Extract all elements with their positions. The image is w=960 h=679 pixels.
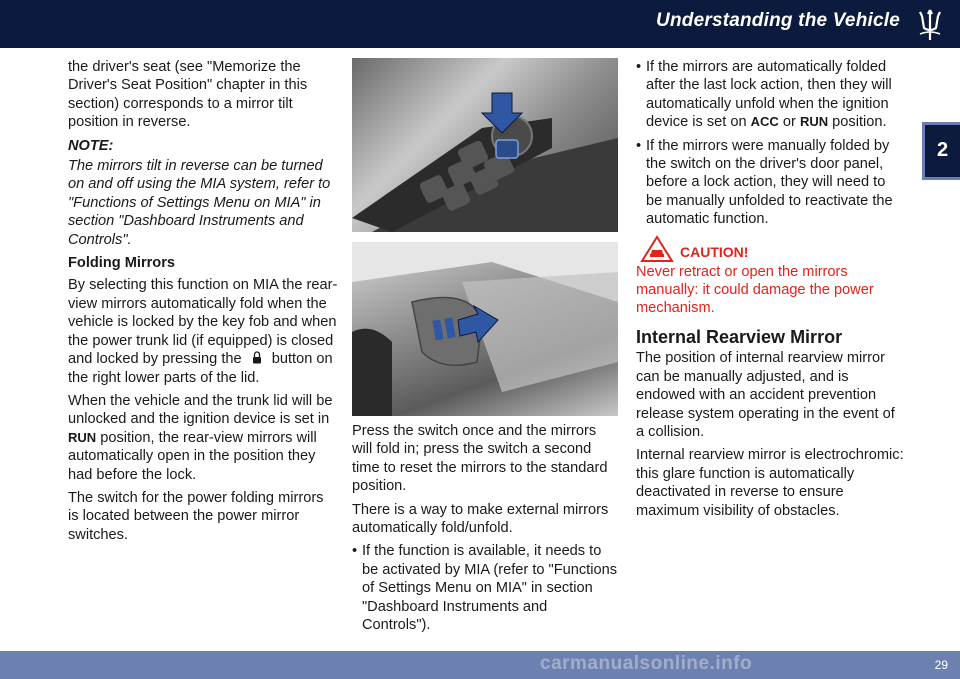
- run-label: RUN: [799, 114, 829, 130]
- run-label: RUN: [68, 429, 97, 445]
- bullet-dot: •: [636, 137, 642, 154]
- caution-text: Never retract or open the mirrors manually: it could damage the power mechanism.: [636, 263, 874, 317]
- bullet-item: [636, 137, 904, 229]
- column-right: [636, 58, 904, 525]
- bullet-item: [636, 58, 904, 132]
- bullet-text: If the mirrors are automatically folded after the last lock action, then they will automatically unfold when the ignition device is set on: [646, 59, 892, 131]
- page-number: 29: [934, 658, 948, 672]
- lock-icon: [252, 351, 262, 364]
- bullet-item: [352, 542, 618, 634]
- bullet-text: If the mirrors were manually folded by the switch on the driver's door panel, before a lock action, they will need to be manually unfolded to reactivate the automatic function.: [646, 137, 893, 228]
- page-header: [0, 0, 960, 48]
- watermark: carmanualsonline.info: [540, 653, 753, 674]
- chapter-tab[interactable]: [922, 122, 960, 180]
- text-run: When the vehicle and the trunk lid will be unlocked and the ignition device is set in: [68, 392, 333, 428]
- paragraph: The position of internal rearview mirror can be manually adjusted, and is endowed with an accident prevention release system operating in the event of a collision.: [636, 350, 895, 440]
- column-left: [68, 58, 338, 549]
- chapter-number: 2: [936, 139, 949, 161]
- chapter-title: Understanding the Vehicle: [656, 10, 900, 31]
- text-run: position, the rear-view mirrors will automatically open in the position they had before the lock.: [68, 429, 317, 483]
- bullet-dot: •: [352, 543, 358, 560]
- section-subheading: Folding Mirrors: [68, 255, 176, 272]
- paragraph: [68, 392, 338, 484]
- side-mirror-image: [352, 242, 618, 416]
- text-run: position.: [832, 114, 887, 131]
- bullet-text: If the function is available, it needs to be activated by MIA (refer to "Functions of Settings Menu on MIA" in section "Dashboard Instruments and Controls").: [362, 543, 618, 634]
- caution-warning-icon: [640, 235, 674, 263]
- door-switch-illustration: [352, 58, 618, 232]
- side-mirror-illustration: [352, 242, 618, 416]
- acc-label: ACC: [750, 114, 779, 130]
- text-run: By selecting this function on MIA the rear-view mirrors automatically fold when the vehicle is locked by the key fob and when the power trunk lid (if equipped) is closed and locked by pressing the: [68, 277, 338, 368]
- paragraph: The switch for the power folding mirrors is located between the power mirror switches.: [68, 489, 324, 543]
- text-run: or: [782, 114, 796, 131]
- column-middle: [352, 422, 618, 639]
- trident-logo-icon: [914, 6, 946, 44]
- paragraph: the driver's seat (see "Memorize the Driver's Seat Position" chapter in this section) corresponds to a mirror tilt position in reverse.: [68, 59, 308, 131]
- caution-label: CAUTION!: [680, 243, 749, 260]
- caution-heading: [636, 235, 904, 263]
- paragraph: Press the switch once and the mirrors will fold in; press the switch a second time to reset the mirrors to the standard position.: [352, 423, 608, 495]
- section-heading: Internal Rearview Mirror: [636, 326, 843, 347]
- paragraph: Internal rearview mirror is electrochromic: this glare function is automatically deactivated in reverse to ensure maximum visibility of obstacles.: [636, 447, 904, 519]
- paragraph: There is a way to make external mirrors automatically fold/unfold.: [352, 501, 609, 537]
- text-run: button on the right lower parts of the lid.: [68, 351, 333, 386]
- bullet-dot: •: [636, 59, 642, 75]
- door-switch-panel-image: [352, 58, 618, 232]
- paragraph: [68, 276, 338, 386]
- note-label: NOTE:: [68, 137, 114, 154]
- page-footer: [0, 651, 960, 679]
- note-text: The mirrors tilt in reverse can be turned on and off using the MIA system, refer to "Functions of Settings Menu on MIA" in section "Dashboard Instruments and Controls".: [68, 158, 331, 248]
